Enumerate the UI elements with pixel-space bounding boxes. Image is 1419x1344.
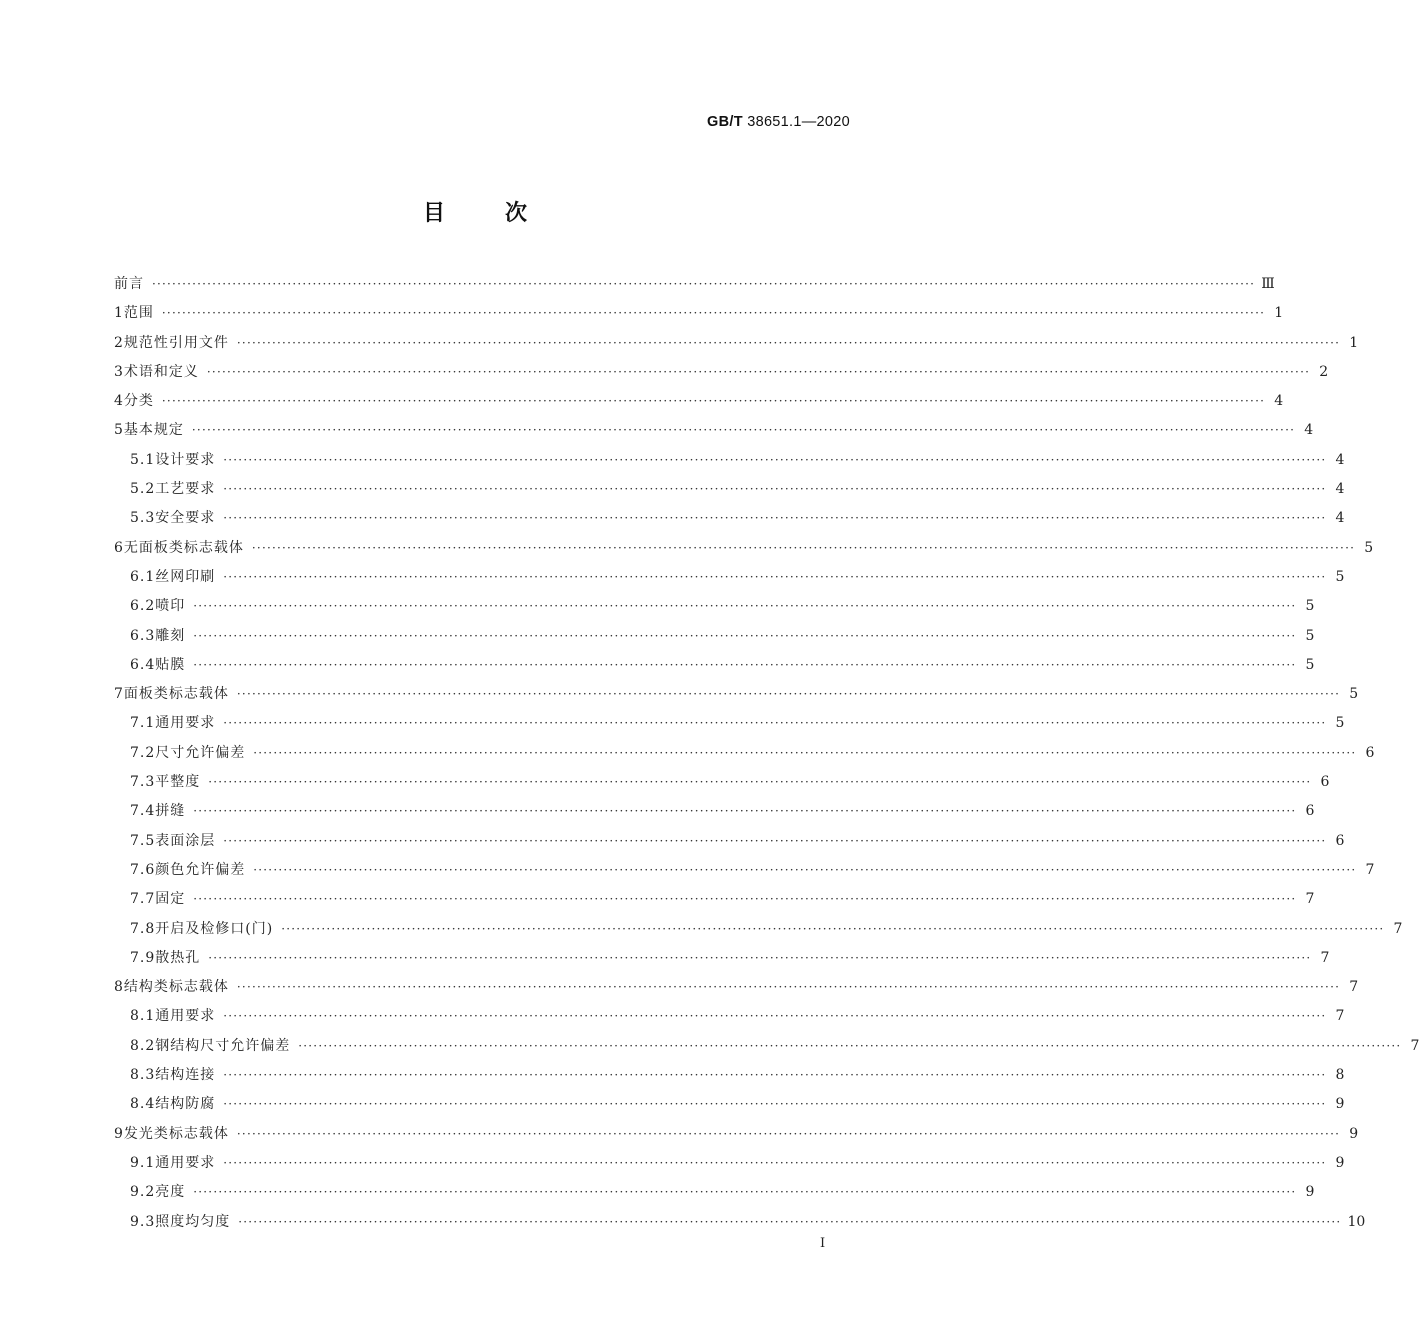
toc-entry[interactable] bbox=[114, 563, 1345, 592]
toc-entry-label: 术语和定义 bbox=[123, 363, 199, 380]
toc-entry-label: 设计要求 bbox=[155, 451, 216, 468]
toc-leader-dots: ···························································································································································································································· bbox=[208, 775, 1312, 790]
toc-leader-dots: ···························································································································································································································· bbox=[152, 277, 1256, 291]
toc-entry[interactable] bbox=[114, 768, 1330, 797]
standard-prefix: GB/T bbox=[707, 114, 743, 130]
toc-entry-number: 5.1 bbox=[130, 451, 156, 468]
table-of-contents bbox=[114, 270, 1419, 1237]
toc-leader-dots: ···························································································································································································································· bbox=[236, 687, 1341, 702]
toc-entry-label: 喷印 bbox=[155, 598, 186, 615]
toc-entry[interactable] bbox=[114, 1002, 1345, 1031]
toc-entry-number: 7.4 bbox=[130, 803, 156, 820]
toc-entry-label: 无面板类标志载体 bbox=[123, 539, 244, 556]
toc-leader-dots: ···························································································································································································································· bbox=[193, 892, 1297, 907]
toc-entry-page: 7 bbox=[1365, 861, 1375, 878]
toc-entry-number: 1 bbox=[114, 305, 124, 322]
toc-leader-dots: ···························································································································································································································· bbox=[223, 511, 1327, 526]
toc-entry-page: 7 bbox=[1335, 1008, 1345, 1025]
toc-entry-number: 6 bbox=[114, 539, 124, 556]
toc-entry-page: 6 bbox=[1320, 774, 1330, 791]
toc-entry[interactable] bbox=[114, 329, 1359, 358]
toc-entry-number: 8 bbox=[114, 979, 124, 996]
toc-entry-label: 拼缝 bbox=[155, 803, 186, 820]
toc-leader-dots: ···························································································································································································································· bbox=[193, 628, 1297, 643]
toc-entry-label: 亮度 bbox=[155, 1184, 186, 1201]
toc-entry-label: 钢结构尺寸允许偏差 bbox=[155, 1037, 291, 1054]
toc-entry-label: 照度均匀度 bbox=[155, 1213, 231, 1230]
toc-entry-page: 5 bbox=[1335, 715, 1345, 732]
toc-entry-number: 8.4 bbox=[130, 1096, 156, 1113]
toc-entry-page: 6 bbox=[1335, 832, 1345, 849]
toc-entry-label: 发光类标志载体 bbox=[123, 1125, 229, 1142]
toc-entry[interactable] bbox=[114, 416, 1314, 445]
toc-entry-label: 丝网印刷 bbox=[155, 568, 216, 585]
toc-entry-page: 5 bbox=[1305, 598, 1315, 615]
toc-leader-dots: ···························································································································································································································· bbox=[253, 862, 1357, 877]
toc-entry-page: 5 bbox=[1305, 656, 1315, 673]
toc-leader-dots: ···························································································································································································································· bbox=[253, 745, 1357, 760]
toc-entry-number: 8.1 bbox=[130, 1008, 156, 1025]
toc-entry-page: 6 bbox=[1365, 744, 1375, 761]
toc-entry-number: 6.2 bbox=[130, 598, 156, 615]
toc-entry-label: 尺寸允许偏差 bbox=[155, 744, 246, 761]
toc-entry[interactable] bbox=[114, 680, 1359, 709]
toc-entry-number: 5 bbox=[114, 422, 124, 439]
toc-entry[interactable] bbox=[114, 915, 1403, 944]
toc-entry-page: 1 bbox=[1274, 305, 1284, 322]
toc-entry-label: 结构连接 bbox=[155, 1067, 216, 1084]
toc-entry-page: 6 bbox=[1305, 803, 1315, 820]
toc-entry-label: 结构防腐 bbox=[155, 1096, 216, 1113]
toc-entry-page: 9 bbox=[1335, 1154, 1345, 1171]
toc-entry-label: 贴膜 bbox=[155, 656, 186, 673]
toc-entry-page: Ⅲ bbox=[1261, 276, 1275, 292]
toc-leader-dots: ···························································································································································································································· bbox=[193, 804, 1297, 819]
toc-entry-page: 5 bbox=[1364, 539, 1374, 556]
toc-entry-page: 10 bbox=[1347, 1213, 1366, 1230]
toc-entry-number: 2 bbox=[114, 334, 124, 351]
toc-entry-page: 7 bbox=[1305, 891, 1315, 908]
toc-leader-dots: ···························································································································································································································· bbox=[298, 1038, 1402, 1053]
toc-entry-number: 9 bbox=[114, 1125, 124, 1142]
toc-leader-dots: ···························································································································································································································· bbox=[161, 306, 1266, 321]
toc-entry[interactable] bbox=[114, 944, 1330, 973]
toc-entry-number: 7.2 bbox=[130, 744, 156, 761]
toc-entry-page: 1 bbox=[1349, 334, 1359, 351]
toc-entry-number: 5.3 bbox=[130, 510, 156, 527]
toc-entry[interactable] bbox=[114, 1208, 1366, 1237]
toc-entry-label: 结构类标志载体 bbox=[123, 979, 229, 996]
toc-entry-page: 4 bbox=[1304, 422, 1314, 439]
toc-leader-dots: ···························································································································································································································· bbox=[223, 1097, 1327, 1112]
toc-entry-label: 面板类标志载体 bbox=[123, 686, 229, 703]
toc-leader-dots: ···························································································································································································································· bbox=[223, 1068, 1327, 1083]
toc-entry-label: 范围 bbox=[123, 305, 154, 322]
toc-entry-label: 安全要求 bbox=[155, 510, 216, 527]
toc-entry-label: 规范性引用文件 bbox=[123, 334, 229, 351]
toc-entry[interactable] bbox=[114, 446, 1345, 475]
toc-entry-number: 9.3 bbox=[130, 1213, 156, 1230]
toc-entry-page: 4 bbox=[1335, 451, 1345, 468]
toc-entry-label: 雕刻 bbox=[155, 627, 186, 644]
toc-entry-label: 基本规定 bbox=[123, 422, 184, 439]
toc-entry-label: 分类 bbox=[123, 393, 154, 410]
toc-leader-dots: ···························································································································································································································· bbox=[223, 482, 1327, 497]
toc-entry-number: 7.5 bbox=[130, 832, 156, 849]
toc-entry-number: 5.2 bbox=[130, 481, 156, 498]
standard-number: 38651.1—2020 bbox=[747, 114, 850, 130]
toc-entry[interactable] bbox=[114, 358, 1329, 387]
toc-entry-number: 7.7 bbox=[130, 891, 156, 908]
toc-entry[interactable] bbox=[114, 299, 1284, 328]
toc-entry-number: 6.4 bbox=[130, 656, 156, 673]
toc-entry[interactable] bbox=[114, 1090, 1345, 1119]
toc-leader-dots: ···························································································································································································································· bbox=[223, 569, 1327, 584]
toc-entry[interactable] bbox=[114, 1178, 1315, 1207]
standard-code bbox=[707, 114, 850, 130]
toc-entry-label: 通用要求 bbox=[155, 1154, 216, 1171]
toc-entry-number: 7.8 bbox=[130, 920, 156, 937]
toc-leader-dots: ···························································································································································································································· bbox=[208, 950, 1312, 965]
toc-entry-page: 5 bbox=[1335, 568, 1345, 585]
toc-entry[interactable] bbox=[114, 1149, 1345, 1178]
toc-leader-dots: ···························································································································································································································· bbox=[251, 540, 1356, 555]
toc-leader-dots: ···························································································································································································································· bbox=[236, 980, 1341, 995]
toc-entry-number: 7.3 bbox=[130, 774, 156, 791]
toc-entry-page: 4 bbox=[1335, 510, 1345, 527]
toc-entry-page: 5 bbox=[1305, 627, 1315, 644]
toc-entry[interactable] bbox=[114, 592, 1315, 621]
toc-entry-label: 通用要求 bbox=[155, 1008, 216, 1025]
toc-entry-label: 表面涂层 bbox=[155, 832, 216, 849]
toc-entry-label: 固定 bbox=[155, 891, 186, 908]
toc-leader-dots: ···························································································································································································································· bbox=[236, 335, 1341, 350]
toc-entry-label: 工艺要求 bbox=[155, 481, 216, 498]
toc-entry[interactable] bbox=[114, 885, 1315, 914]
toc-entry-page: 8 bbox=[1335, 1067, 1345, 1084]
toc-leader-dots: ···························································································································································································································· bbox=[281, 921, 1385, 936]
toc-leader-dots: ···························································································································································································································· bbox=[223, 716, 1327, 731]
toc-leader-dots: ···························································································································································································································· bbox=[223, 1155, 1327, 1170]
toc-entry-number: 4 bbox=[114, 393, 124, 410]
toc-entry-page: 2 bbox=[1319, 363, 1329, 380]
toc-entry-number: 7.1 bbox=[130, 715, 156, 732]
toc-entry-number: 7.9 bbox=[130, 949, 156, 966]
page-title: 目次 bbox=[422, 200, 587, 226]
toc-entry[interactable] bbox=[114, 1120, 1359, 1149]
toc-leader-dots: ···························································································································································································································· bbox=[161, 394, 1266, 409]
toc-entry[interactable] bbox=[114, 827, 1345, 856]
toc-entry-page: 7 bbox=[1410, 1037, 1419, 1054]
toc-entry[interactable] bbox=[114, 973, 1359, 1002]
toc-entry[interactable] bbox=[114, 1032, 1419, 1061]
toc-entry-label: 通用要求 bbox=[155, 715, 216, 732]
toc-entry-number: 3 bbox=[114, 363, 124, 380]
toc-leader-dots: ···························································································································································································································· bbox=[206, 364, 1311, 379]
toc-entry-number: 7 bbox=[114, 686, 124, 703]
toc-entry[interactable] bbox=[114, 709, 1345, 738]
toc-entry-number: 6.1 bbox=[130, 568, 156, 585]
toc-entry[interactable] bbox=[114, 1061, 1345, 1090]
toc-entry-page: 7 bbox=[1320, 949, 1330, 966]
toc-entry-number: 9.1 bbox=[130, 1154, 156, 1171]
toc-entry-label: 散热孔 bbox=[155, 949, 201, 966]
toc-leader-dots: ···························································································································································································································· bbox=[191, 423, 1296, 438]
toc-entry-page: 5 bbox=[1349, 686, 1359, 703]
toc-entry-page: 9 bbox=[1349, 1125, 1359, 1142]
toc-entry[interactable] bbox=[114, 797, 1315, 826]
toc-entry-page: 7 bbox=[1349, 979, 1359, 996]
toc-entry-number: 8.2 bbox=[130, 1037, 156, 1054]
toc-entry-label: 颜色允许偏差 bbox=[155, 861, 246, 878]
toc-leader-dots: ···························································································································································································································· bbox=[193, 599, 1297, 614]
toc-entry-number: 6.3 bbox=[130, 627, 156, 644]
toc-entry[interactable] bbox=[114, 739, 1375, 768]
toc-entry-label: 平整度 bbox=[155, 774, 201, 791]
toc-entry-label: 前言 bbox=[114, 276, 144, 292]
toc-entry[interactable] bbox=[114, 534, 1374, 563]
toc-entry-label: 开启及检修口(门) bbox=[155, 920, 274, 937]
toc-entry-page: 4 bbox=[1335, 481, 1345, 498]
toc-entry[interactable] bbox=[114, 270, 1275, 299]
page-number: I bbox=[820, 1236, 826, 1251]
toc-entry-number: 9.2 bbox=[130, 1184, 156, 1201]
toc-leader-dots: ···························································································································································································································· bbox=[223, 1009, 1327, 1024]
toc-leader-dots: ···························································································································································································································· bbox=[223, 452, 1327, 467]
toc-entry-page: 9 bbox=[1335, 1096, 1345, 1113]
toc-leader-dots: ···························································································································································································································· bbox=[238, 1214, 1342, 1229]
toc-leader-dots: ···························································································································································································································· bbox=[193, 657, 1297, 672]
toc-leader-dots: ···························································································································································································································· bbox=[236, 1126, 1341, 1141]
toc-entry[interactable] bbox=[114, 622, 1315, 651]
toc-entry-number: 7.6 bbox=[130, 861, 156, 878]
toc-entry[interactable] bbox=[114, 651, 1315, 680]
toc-entry[interactable] bbox=[114, 387, 1284, 416]
toc-entry[interactable] bbox=[114, 856, 1375, 885]
toc-entry-number: 8.3 bbox=[130, 1067, 156, 1084]
toc-entry-page: 9 bbox=[1305, 1184, 1315, 1201]
toc-entry[interactable] bbox=[114, 504, 1345, 533]
toc-entry[interactable] bbox=[114, 475, 1345, 504]
toc-entry-page: 4 bbox=[1274, 393, 1284, 410]
toc-leader-dots: ···························································································································································································································· bbox=[193, 1185, 1297, 1200]
toc-entry-page: 7 bbox=[1393, 920, 1403, 937]
toc-leader-dots: ···························································································································································································································· bbox=[223, 833, 1327, 848]
